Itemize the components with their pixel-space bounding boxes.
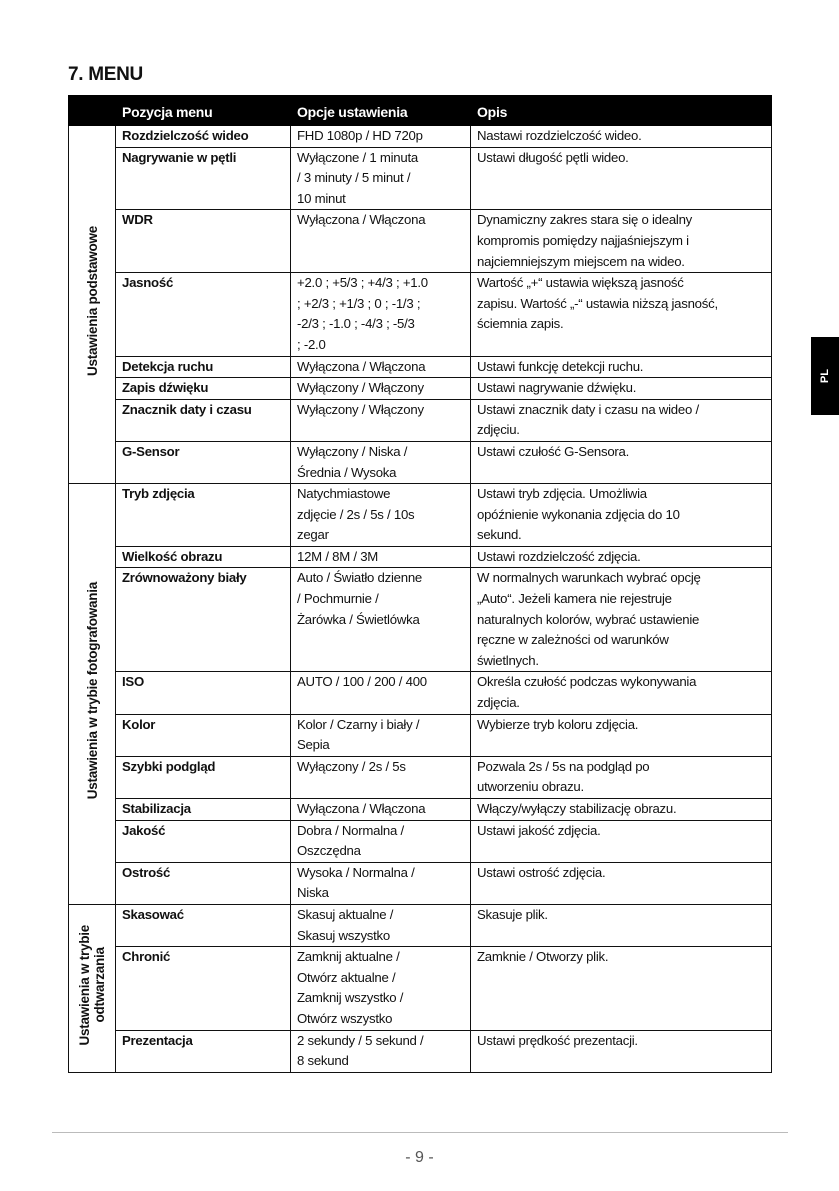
- table-row: [69, 820, 772, 862]
- group-label: Ustawienia w trybie fotografowania: [84, 582, 100, 800]
- description-cell: Ustawi nagrywanie dźwięku.: [471, 378, 772, 400]
- description-cell: Nastawi rozdzielczość wideo.: [471, 126, 772, 148]
- menu-item-cell: Zapis dźwięku: [116, 378, 291, 400]
- description-cell: Pozwala 2s / 5s na podgląd po utworzeniu obrazu.: [471, 756, 772, 798]
- table-row: [69, 947, 772, 1030]
- table-row: [69, 356, 772, 378]
- options-cell: 2 sekundy / 5 sekund / 8 sekund: [291, 1030, 471, 1072]
- header-menu-item: Pozycja menu: [116, 96, 291, 126]
- menu-item-cell: Chronić: [116, 947, 291, 1030]
- menu-item-cell: Jakość: [116, 820, 291, 862]
- description-cell: Zamknie / Otworzy plik.: [471, 947, 772, 1030]
- menu-item-cell: Nagrywanie w pętli: [116, 147, 291, 210]
- description-cell: Dynamiczny zakres stara się o idealny kompromis pomiędzy najjaśniejszym i najciemniejszym miejscem na wideo.: [471, 210, 772, 273]
- table-row: [69, 546, 772, 568]
- group-label: Ustawienia podstawowe: [84, 226, 100, 377]
- menu-item-cell: Zrównoważony biały: [116, 568, 291, 672]
- options-cell: 12M / 8M / 3M: [291, 546, 471, 568]
- menu-item-cell: Kolor: [116, 714, 291, 756]
- description-cell: Włączy/wyłączy stabilizację obrazu.: [471, 799, 772, 821]
- table-row: [69, 378, 772, 400]
- table-row: [69, 862, 772, 904]
- table-row: [69, 399, 772, 441]
- menu-item-cell: Znacznik daty i czasu: [116, 399, 291, 441]
- options-cell: Kolor / Czarny i biały / Sepia: [291, 714, 471, 756]
- table-row: [69, 672, 772, 714]
- options-cell: Wyłączone / 1 minuta / 3 minuty / 5 minut / 10 minut: [291, 147, 471, 210]
- description-cell: Ustawi długość pętli wideo.: [471, 147, 772, 210]
- options-cell: Wyłączona / Włączona: [291, 356, 471, 378]
- options-cell: Wysoka / Normalna / Niska: [291, 862, 471, 904]
- section-title: 7. MENU: [68, 64, 143, 85]
- description-cell: W normalnych warunkach wybrać opcję „Auto“. Jeżeli kamera nie rejestruje naturalnych kolorów, wybrać ustawienie ręczne w zależności od warunków świetlnych.: [471, 568, 772, 672]
- table-row: [69, 126, 772, 148]
- description-cell: Ustawi funkcję detekcji ruchu.: [471, 356, 772, 378]
- description-cell: Wybierze tryb koloru zdjęcia.: [471, 714, 772, 756]
- options-cell: +2.0 ; +5/3 ; +4/3 ; +1.0 ; +2/3 ; +1/3 ; 0 ; -1/3 ; -2/3 ; -1.0 ; -4/3 ; -5/3 ; -2.0: [291, 273, 471, 356]
- table-header-row: [69, 96, 772, 126]
- menu-item-cell: Ostrość: [116, 862, 291, 904]
- language-tab-label: PL: [819, 368, 831, 384]
- options-cell: Wyłączony / Włączony: [291, 399, 471, 441]
- footer-divider: [52, 1132, 788, 1133]
- options-cell: Natychmiastowe zdjęcie / 2s / 5s / 10s zegar: [291, 484, 471, 547]
- header-options: Opcje ustawienia: [291, 96, 471, 126]
- menu-item-cell: Rozdzielczość wideo: [116, 126, 291, 148]
- options-cell: Zamknij aktualne / Otwórz aktualne / Zamknij wszystko / Otwórz wszystko: [291, 947, 471, 1030]
- menu-item-cell: Jasność: [116, 273, 291, 356]
- menu-table: [68, 95, 772, 1073]
- table-row: [69, 441, 772, 483]
- menu-item-cell: Wielkość obrazu: [116, 546, 291, 568]
- table-row: [69, 273, 772, 356]
- menu-item-cell: Prezentacja: [116, 1030, 291, 1072]
- menu-item-cell: WDR: [116, 210, 291, 273]
- menu-item-cell: ISO: [116, 672, 291, 714]
- table-row: [69, 210, 772, 273]
- menu-item-cell: Stabilizacja: [116, 799, 291, 821]
- group-label: Ustawienia w trybie odtwarzania: [77, 924, 107, 1046]
- description-cell: Ustawi ostrość zdjęcia.: [471, 862, 772, 904]
- table-row: [69, 484, 772, 547]
- table-row: [69, 568, 772, 672]
- options-cell: Dobra / Normalna / Oszczędna: [291, 820, 471, 862]
- options-cell: Wyłączony / Niska / Średnia / Wysoka: [291, 441, 471, 483]
- language-tab: [811, 337, 839, 415]
- table-row: [69, 904, 772, 946]
- table-row: [69, 1030, 772, 1072]
- table-row: [69, 147, 772, 210]
- group-cell: [69, 484, 116, 905]
- options-cell: FHD 1080p / HD 720p: [291, 126, 471, 148]
- description-cell: Ustawi znacznik daty i czasu na wideo / zdjęciu.: [471, 399, 772, 441]
- description-cell: Ustawi prędkość prezentacji.: [471, 1030, 772, 1072]
- description-cell: Ustawi czułość G-Sensora.: [471, 441, 772, 483]
- options-cell: Wyłączony / 2s / 5s: [291, 756, 471, 798]
- table-row: [69, 756, 772, 798]
- menu-item-cell: Tryb zdjęcia: [116, 484, 291, 547]
- description-cell: Ustawi jakość zdjęcia.: [471, 820, 772, 862]
- header-group: [69, 96, 116, 126]
- options-cell: Wyłączony / Włączony: [291, 378, 471, 400]
- options-cell: Auto / Światło dzienne / Pochmurnie / Żarówka / Świetlówka: [291, 568, 471, 672]
- group-cell: [69, 126, 116, 484]
- group-cell: [69, 904, 116, 1072]
- table-body: [69, 126, 772, 1073]
- options-cell: Skasuj aktualne / Skasuj wszystko: [291, 904, 471, 946]
- options-cell: Wyłączona / Włączona: [291, 210, 471, 273]
- description-cell: Określa czułość podczas wykonywania zdjęcia.: [471, 672, 772, 714]
- description-cell: Ustawi tryb zdjęcia. Umożliwia opóźnienie wykonania zdjęcia do 10 sekund.: [471, 484, 772, 547]
- description-cell: Wartość „+“ ustawia większą jasność zapisu. Wartość „-“ ustawia niższą jasność, ściemnia zapis.: [471, 273, 772, 356]
- page-number: - 9 -: [405, 1149, 434, 1166]
- header-description: Opis: [471, 96, 772, 126]
- menu-item-cell: Detekcja ruchu: [116, 356, 291, 378]
- menu-item-cell: G-Sensor: [116, 441, 291, 483]
- options-cell: Wyłączona / Włączona: [291, 799, 471, 821]
- menu-item-cell: Szybki podgląd: [116, 756, 291, 798]
- options-cell: AUTO / 100 / 200 / 400: [291, 672, 471, 714]
- menu-item-cell: Skasować: [116, 904, 291, 946]
- table-row: [69, 799, 772, 821]
- table-row: [69, 714, 772, 756]
- description-cell: Skasuje plik.: [471, 904, 772, 946]
- description-cell: Ustawi rozdzielczość zdjęcia.: [471, 546, 772, 568]
